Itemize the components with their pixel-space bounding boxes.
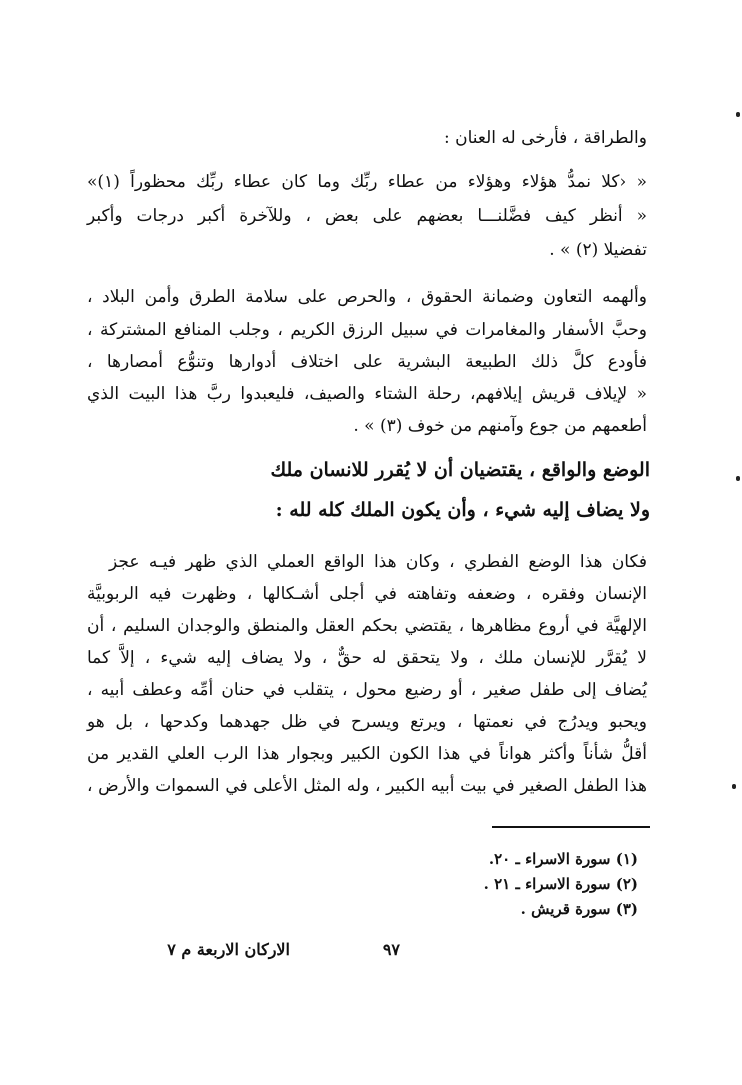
quote-line: أطعمهم من جوع وآمنهم من خوف (٣) » . <box>353 416 647 436</box>
scan-speck <box>736 112 740 117</box>
text-line: هذا الطفل الصغير في بيت أبيه الكبير ، وله المثل الأعلى في السموات والأرض ، <box>87 776 647 796</box>
footnote: (٣) سورة قريش . <box>520 900 638 918</box>
page-number: ٩٧ <box>382 940 400 959</box>
quote-line: « ‹كلا نمدُّ هؤلاء وهؤلاء من عطاء ربِّك وما كان عطاء ربِّك محظوراً (١)» <box>87 172 647 192</box>
text-line: فكان هذا الوضع الفطري ، وكان هذا الواقع العملي الذي ظهر فيـه عجز <box>109 552 647 572</box>
text-line: والطراقة ، فأرخى له العنان : <box>443 128 647 148</box>
text-line: يُضاف إلى طفل صغير ، أو رضيع محول ، يتقلب في حنان أمِّه وعطف أبيه ، <box>87 680 647 700</box>
footnote: (١) سورة الاسراء ـ ٢٠. <box>488 850 638 868</box>
book-signature: الاركان الاربعة م ٧ <box>167 940 290 959</box>
text-line: لا يُقرَّر للإنسان ملك ، ولا يتحقق له حقٌّ ، ولا يضاف إليه شيء ، إلاَّ كما <box>87 648 647 668</box>
text-line: وحبَّ الأسفار والمغامرات في سبيل الرزق الكريم ، وجلب المنافع المشتركة ، <box>87 320 647 340</box>
section-heading: ولا يضاف إليه شيء ، وأن يكون الملك كله لله : <box>275 499 650 521</box>
text-line: الإنسان وفقره ، وضعفه وتفاهته في أجلى أشـكالها ، وظهرت فيه الربوبيَّة <box>87 584 647 604</box>
text-line: الإلهيَّة في أروع مظاهرها ، يقتضي بحكم العقل والمنطق والوجدان السليم ، أن <box>87 616 647 636</box>
text-line: ويحبو ويدرُج في نعمتها ، ويرتع ويسرح في ظل جهدهما وكدحها ، بل هو <box>87 712 647 732</box>
scan-speck <box>736 476 740 481</box>
quote-line: « أنظر كيف فضَّلنـــا بعضهم على بعض ، وللآخرة أكبر درجات وأكبر <box>87 206 647 226</box>
text-line: وألهمه التعاون وضمانة الحقوق ، والحرص على سلامة الطرق وأمن البلاد ، <box>87 287 647 307</box>
quote-line: « لإيلاف قريش إيلافهم، رحلة الشتاء والصيف، فليعبدوا ربَّ هذا البيت الذي <box>87 384 647 404</box>
text-line: أقلُّ شأناً وأكثر هواناً في هذا الكون الكبير وبجوار هذا الرب العلي القدير من <box>87 744 647 764</box>
footnote: (٢) سورة الاسراء ـ ٢١ . <box>483 875 638 893</box>
scan-speck <box>732 784 736 789</box>
footnote-divider <box>492 826 650 828</box>
quote-line: تفضيلا (٢) » . <box>549 240 647 260</box>
section-heading: الوضع والواقع ، يقتضيان أن لا يُقرر للانسان ملك <box>270 459 650 481</box>
text-line: فأودع كلَّ ذلك الطبيعة البشرية على اختلاف أدوارها وتنوُّع أمصارها ، <box>87 352 647 372</box>
